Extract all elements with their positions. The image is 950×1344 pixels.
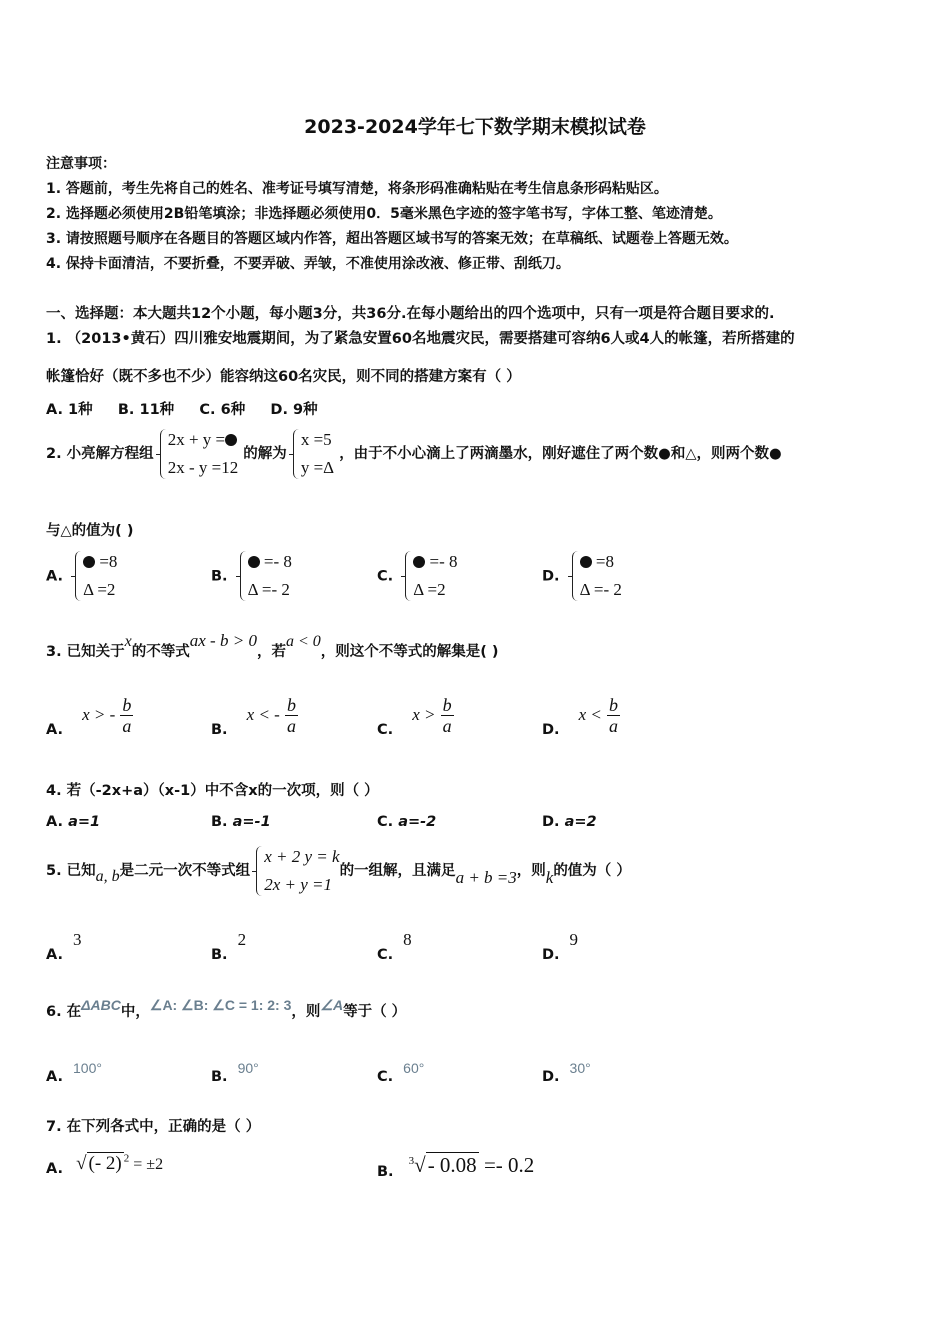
equation-system (255, 843, 339, 899)
equation-system (159, 426, 239, 482)
radical-expression: √ (- 2) $^2$ = ±2 (76, 1153, 164, 1175)
option-label: B. (211, 722, 228, 738)
q4-option-d: D. a=2 (542, 814, 597, 830)
question-2-prefix: 2. 小亮解方程组 (46, 446, 154, 462)
question-3-text: 的不等式 (131, 644, 190, 660)
option-label: D. (542, 722, 560, 738)
page-title: 2023-2024学年七下数学期末模拟试卷 (304, 116, 646, 138)
q2-option-c (377, 548, 458, 604)
note-item: 2. 选择题必须使用2B铅笔填涂；非选择题必须使用0．5毫米黑色字迹的签字笔书写，字体工整、笔迹清楚。 (46, 206, 722, 222)
radical-expression: $^3$√- 0.08 =- 0.2 (408, 1153, 535, 1177)
option-label: A. (46, 568, 63, 585)
question-5-text: 是二元一次不等式组 (119, 863, 251, 879)
ink-dot-icon (413, 556, 425, 568)
option-label: A. (46, 722, 63, 738)
q7-option-a (46, 1153, 164, 1178)
question-2-mid: 的解为 (243, 446, 287, 462)
system-row: 2x - y =12 (167, 458, 239, 477)
question-1-line1: 1. （2013•黄石）四川雅安地震期间，为了紧急安置60名地震灾民，需要搭建可容纳6人或4人的帐篷，若所搭建的 (46, 331, 795, 347)
option-label: C. (377, 568, 394, 585)
question-5-text: 的一组解，且满足 (339, 863, 456, 879)
note-item: 3. 请按照题号顺序在各题目的答题区域内作答，超出答题区域书写的答案无效；在草稿纸、试题卷上答题无效。 (46, 231, 738, 247)
question-3-text: 3. 已知关于 (46, 644, 125, 660)
question-2 (46, 426, 782, 482)
option-label: A. (46, 1161, 63, 1178)
option-label: C. (377, 722, 394, 738)
question-6-text: 等于（ ） (343, 1004, 407, 1020)
question-4: 4. 若（-2x+a）（x-1）中不含x的一次项，则（ ） (46, 783, 379, 799)
triangle-label: ΔABC (81, 997, 121, 1013)
question-5 (46, 843, 631, 899)
question-6-text: ，则 (291, 1004, 321, 1020)
ink-dot-icon (580, 556, 592, 568)
q3-option-d (542, 695, 620, 736)
note-item: 1. 答题前，考生先将自己的姓名、准考证号填写清楚，将条形码准确粘贴在考生信息条形码粘贴区。 (46, 181, 668, 197)
question-5-text: 5. 已知 (46, 863, 96, 879)
option-system: =- 8 Δ =2 (404, 548, 457, 604)
math-variable: x (124, 633, 132, 650)
q5-option-d: D.9 (542, 930, 579, 963)
option-label: B. (377, 1164, 394, 1180)
q4-option-a: A. a=1 (46, 814, 101, 830)
option-expression: x < (578, 705, 602, 724)
inequality: ax - b > 0 (189, 631, 257, 650)
option-expression: x > - (82, 705, 116, 724)
q3-option-a (46, 695, 133, 736)
fraction: $\frac{b}{a}$ (442, 695, 452, 736)
system-row: 2x + y =1 (264, 875, 333, 894)
angle-label: ∠A (320, 997, 344, 1013)
ink-dot-icon (225, 434, 237, 446)
angle-ratio: ∠A: ∠B: ∠C = 1: 2: 3 (149, 997, 292, 1013)
q4-option-b: B. a=-1 (211, 814, 271, 830)
question-5-text: ，则 (516, 863, 546, 879)
question-3-text: ，则这个不等式的解集是( ) (320, 644, 499, 660)
fraction: $\frac{b}{a}$ (286, 695, 296, 736)
option-label: B. (211, 568, 228, 585)
option-system: =8 Δ =- 2 (571, 548, 622, 604)
question-7: 7. 在下列各式中，正确的是（ ） (46, 1119, 261, 1135)
question-1-options: A. 1种 B. 11种 C. 6种 D. 9种 (46, 402, 318, 418)
system-row: 2x + y = (168, 426, 239, 454)
q3-option-c (377, 695, 454, 736)
question-1-line2: 帐篷恰好（既不多也不少）能容纳这60名灾民，则不同的搭建方案有（ ） (46, 369, 521, 385)
q2-option-a (46, 548, 117, 604)
option-label: D. (542, 568, 560, 585)
question-6-text: 6. 在 (46, 1004, 82, 1020)
q6-option-a: A.100° (46, 1060, 102, 1085)
option-expression: x > (412, 705, 436, 724)
ink-dot-icon (248, 556, 260, 568)
condition: a < 0 (285, 633, 321, 650)
system-row: y =Δ (300, 458, 335, 477)
q5-option-c: C.8 (377, 930, 412, 963)
question-6 (46, 997, 407, 1021)
question-5-text: 的值为（ ） (553, 863, 631, 879)
question-2-line2: 与△的值为( ) (46, 523, 134, 539)
option-expression: x < - (246, 705, 280, 724)
q6-option-b: B.90° (211, 1060, 259, 1085)
system-row: x + 2 y = k (264, 847, 340, 866)
question-6-text: 中， (120, 1004, 150, 1020)
q2-option-b (211, 548, 292, 604)
q5-option-b: B.2 (211, 930, 247, 963)
fraction: $\frac{b}{a}$ (122, 695, 132, 736)
q6-option-c: C.60° (377, 1060, 425, 1085)
q2-option-d (542, 548, 622, 604)
q4-option-c: C. a=-2 (377, 814, 437, 830)
condition: a + b =3 (455, 868, 517, 887)
section-heading: 一、选择题：本大题共12个小题，每小题3分，共36分.在每小题给出的四个选项中，只有一项是符合题目要求的. (46, 306, 775, 322)
math-variable: k (545, 868, 554, 887)
system-row: x =5 (300, 430, 332, 449)
question-3-text: ，若 (256, 644, 286, 660)
note-item: 4. 保持卡面清洁，不要折叠，不要弄破、弄皱，不准使用涂改液、修正带、刮纸刀。 (46, 256, 570, 272)
option-system: =8 Δ =2 (74, 548, 117, 604)
notes-heading: 注意事项： (46, 156, 116, 172)
q3-option-b (211, 695, 298, 736)
question-2-suffix: ，由于不小心滴上了两滴墨水，刚好遮住了两个数●和△，则两个数● (339, 446, 782, 462)
solution-system (292, 426, 334, 482)
question-3 (46, 631, 499, 661)
option-system: =- 8 Δ =- 2 (239, 548, 292, 604)
math-variable: a, b (95, 868, 120, 885)
ink-dot-icon (83, 556, 95, 568)
fraction: $\frac{b}{a}$ (609, 695, 619, 736)
q5-option-a: A.3 (46, 930, 82, 963)
q6-option-d: D.30° (542, 1060, 591, 1085)
q7-option-b (377, 1153, 534, 1178)
